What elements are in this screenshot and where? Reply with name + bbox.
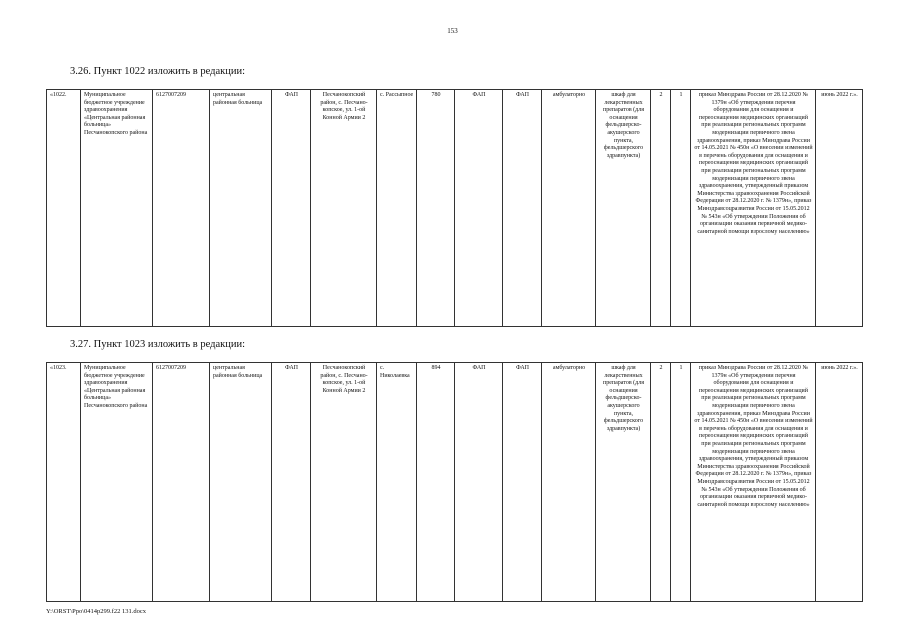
care-form-cell: амбулаторно	[542, 363, 596, 602]
row-number: «1022.	[47, 90, 81, 327]
page-number: 153	[447, 27, 458, 35]
facility-cell: ФАП	[272, 90, 311, 327]
quantity-cell: 1	[671, 363, 691, 602]
row-number: «1023.	[47, 363, 81, 602]
care-form-cell: амбулаторно	[542, 90, 596, 327]
address-cell: Песчанокопский район, с. Песчано-копское, ул. 1-ой Конной Армии 2	[311, 90, 377, 327]
legal-basis-cell: приказ Минздрава России от 28.12.2020 № 1379н «Об утверждении перечня оборудования для оснащения и переоснащения медицинских организаций при реализации региональных программ модернизации первичного звена здравоохранения, приказ Минздрава России от 14.05.2021 № 450н «О внесении изменений в перечень оборудования для оснащения и переоснащения медицинских организаций при реализации региональных программ модернизации первичного звена здравоохранения, утвержденный приказом Министерства здравоохранения Российской Федерации от 28.12.2020 г. № 1379н», приказ Минздравсоцразвития России от 15.05.2012 № 543н «Об утверждении Положения об организации оказания первичной медико-санитарной помощи взрослому населению»	[691, 90, 816, 327]
register-table	[46, 89, 863, 327]
equipment-cell: шкаф для лекарственных препаратов (для оснащения фельдшерско-акушерского пункта, фельдшерского здравпункта)	[596, 363, 651, 602]
quantity-cell: 2	[651, 363, 671, 602]
unit-type-cell: ФАП	[455, 90, 503, 327]
inn-cell: 6127007209	[153, 363, 210, 602]
table-row	[47, 90, 863, 327]
table-row	[47, 363, 863, 602]
unit-type-cell: ФАП	[503, 90, 542, 327]
register-table	[46, 362, 863, 602]
population-cell: 894	[417, 363, 455, 602]
address-cell: Песчанокопский район, с. Песчано-копское, ул. 1-ой Конной Армии 2	[311, 363, 377, 602]
facility-cell: ФАП	[272, 363, 311, 602]
organization-cell: Муниципальное бюджетное учреждение здравоохранения «Центральная районная больница» Песчанокопского района	[81, 90, 153, 327]
unit-type-cell: ФАП	[455, 363, 503, 602]
population-cell: 780	[417, 90, 455, 327]
unit-type-cell: ФАП	[503, 363, 542, 602]
locality-cell: с. Рассыпное	[377, 90, 417, 327]
legal-basis-cell: приказ Минздрава России от 28.12.2020 № 1379н «Об утверждении перечня оборудования для оснащения и переоснащения медицинских организаций при реализации региональных программ модернизации первичного звена здравоохранения, приказ Минздрава России от 14.05.2021 № 450н «О внесении изменений в перечень оборудования для оснащения и переоснащения медицинских организаций при реализации региональных программ модернизации первичного звена здравоохранения, утвержденный приказом Министерства здравоохранения Российской Федерации от 28.12.2020 г. № 1379н», приказ Минздравсоцразвития России от 15.05.2012 № 543н «Об утверждении Положения об организации оказания первичной медико-санитарной помощи взрослому населению»	[691, 363, 816, 602]
date-cell: июнь 2022 г.».	[816, 363, 863, 602]
file-path-footer: Y:\ORST\Ppo\0414p299.f22 131.docx	[46, 608, 146, 615]
locality-cell: с. Николаевка	[377, 363, 417, 602]
inn-cell: 6127007209	[153, 90, 210, 327]
date-cell: июнь 2022 г.».	[816, 90, 863, 327]
quantity-cell: 1	[671, 90, 691, 327]
hospital-type-cell: центральная районная больница	[210, 90, 272, 327]
equipment-cell: шкаф для лекарственных препаратов (для оснащения фельдшерско-акушерского пункта, фельдшерского здравпункта)	[596, 90, 651, 327]
hospital-type-cell: центральная районная больница	[210, 363, 272, 602]
organization-cell: Муниципальное бюджетное учреждение здравоохранения «Центральная районная больница» Песчанокопского района	[81, 363, 153, 602]
section-heading: 3.27. Пункт 1023 изложить в редакции:	[70, 339, 245, 350]
quantity-cell: 2	[651, 90, 671, 327]
section-heading: 3.26. Пункт 1022 изложить в редакции:	[70, 66, 245, 77]
